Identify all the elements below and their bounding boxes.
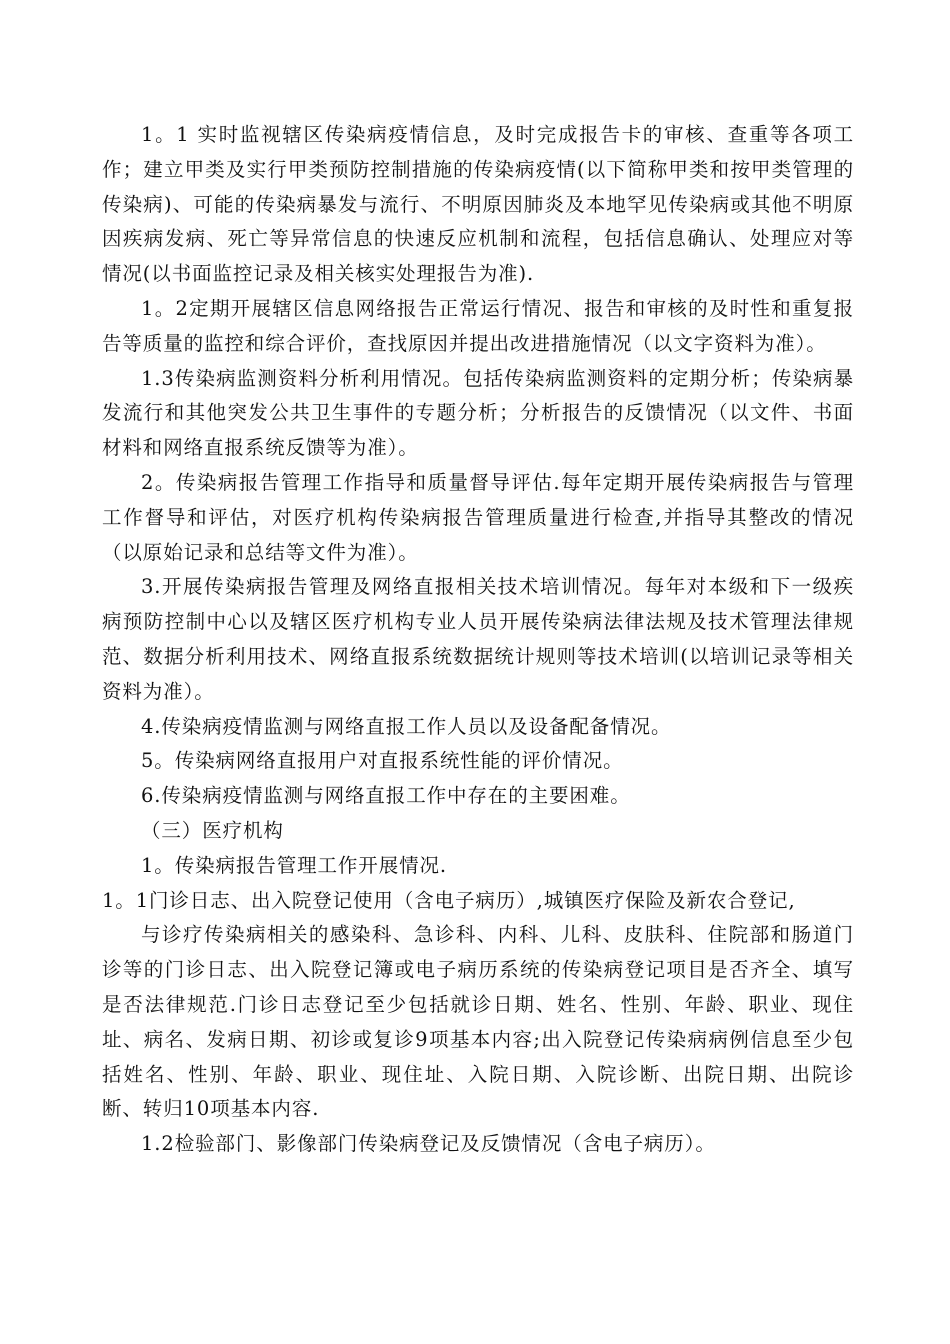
document-page xyxy=(102,118,854,1162)
section-heading-medical-institutions: （三）医疗机构 xyxy=(141,818,284,842)
paragraph-1-2: 1。2定期开展辖区信息网络报告正常运行情况、报告和审核的及时性和重复报告等质量的监控和综合评价，查找原因并提出改进措施情况（以文字资料为准）。 xyxy=(102,296,854,355)
paragraph-1-1: 1。1 实时监视辖区传染病疫情信息，及时完成报告卡的审核、查重等各项工作；建立甲类及实行甲类预防控制措施的传染病疫情(以下简称甲类和按甲类管理的传染病)、可能的传染病暴发与流行、不明原因肺炎及本地罕见传染病或其他不明原因疾病发病、死亡等异常信息的快速反应机制和流程，包括信息确认、处理应对等情况(以书面监控记录及相关核实处理报告为准). xyxy=(102,123,854,286)
paragraph-3: 3.开展传染病报告管理及网络直报相关技术培训情况。每年对本级和下一级疾病预防控制中心以及辖区医疗机构专业人员开展传染病法律法规及技术管理法律规范、数据分析利用技术、网络直报系统数据统计规则等技术培训(以培训记录等相关资料为准）。 xyxy=(102,575,854,703)
paragraph-medical-1-2: 1.2检验部门、影像部门传染病登记及反馈情况（含电子病历）。 xyxy=(141,1132,716,1156)
paragraph-4: 4.传染病疫情监测与网络直报工作人员以及设备配备情况。 xyxy=(141,714,672,738)
paragraph-6: 6.传染病疫情监测与网络直报工作中存在的主要困难。 xyxy=(141,784,631,808)
paragraph-5: 5。传染病网络直报用户对直报系统性能的评价情况。 xyxy=(141,749,624,773)
paragraph-medical-1-1: 1。1门诊日志、出入院登记使用（含电子病历）,城镇医疗保险及新农合登记, xyxy=(102,888,796,912)
paragraph-2: 2。传染病报告管理工作指导和质量督导评估.每年定期开展传染病报告与管理工作督导和评估，对医疗机构传染病报告管理质量进行检查,并指导其整改的情况（以原始记录和总结等文件为准）。 xyxy=(102,470,854,564)
paragraph-1-3: 1.3传染病监测资料分析利用情况。包括传染病监测资料的定期分析；传染病暴发流行和其他突发公共卫生事件的专题分析；分析报告的反馈情况（以文件、书面材料和网络直报系统反馈等为准）。 xyxy=(102,366,854,460)
paragraph-medical-1: 1。传染病报告管理工作开展情况. xyxy=(141,853,448,877)
paragraph-medical-1-1-detail: 与诊疗传染病相关的感染科、急诊科、内科、儿科、皮肤科、住院部和肠道门诊等的门诊日志、出入院登记簿或电子病历系统的传染病登记项目是否齐全、填写是否法律规范.门诊日志登记至少包括就诊日期、姓名、性别、年龄、职业、现住址、病名、发病日期、初诊或复诊9项基本内容;出入院登记传染病病例信息至少包括姓名、性别、年龄、职业、现住址、入院日期、入院诊断、出院日期、出院诊断、转归10项基本内容. xyxy=(102,923,854,1121)
